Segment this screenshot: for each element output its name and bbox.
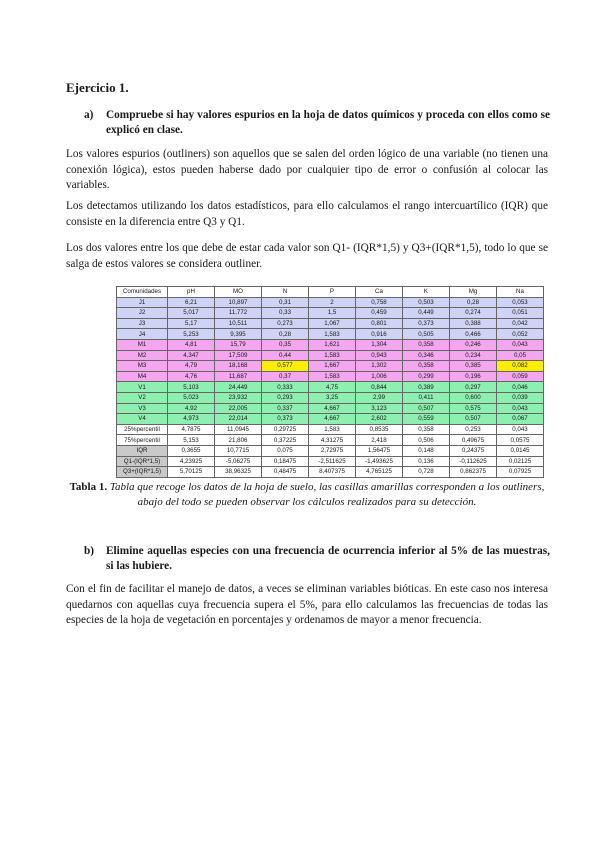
table-row: [117, 467, 544, 478]
table-cell: -1,493625: [356, 456, 403, 467]
table-cell: 24,449: [215, 382, 262, 393]
table-cell: 0,916: [356, 329, 403, 340]
table-cell: 4,92: [168, 403, 215, 414]
table-cell: 0,246: [450, 339, 497, 350]
table-row: [117, 414, 544, 425]
table-cell: 4,81: [168, 339, 215, 350]
table-cell: 0,844: [356, 382, 403, 393]
table-cell: 4,31275: [309, 435, 356, 446]
row-label-cell: J1: [117, 297, 168, 308]
table-cell: 1,56475: [356, 445, 403, 456]
table-row: [117, 424, 544, 435]
row-label-cell: V4: [117, 414, 168, 425]
row-label-cell: Q1-(IQR*1,5): [117, 456, 168, 467]
table-cell: 5,70125: [168, 467, 215, 478]
table-cell: 0,943: [356, 350, 403, 361]
table-cell: 1,302: [356, 361, 403, 372]
table-cell: 0,31: [262, 297, 309, 308]
table-cell: 11,772: [215, 308, 262, 319]
table-cell: 3,123: [356, 403, 403, 414]
table-cell: 0,274: [450, 308, 497, 319]
table-cell: 1,5: [309, 308, 356, 319]
table-cell: 0,067: [497, 414, 544, 425]
table-cell: 0,042: [497, 318, 544, 329]
table-cell: 0,043: [497, 339, 544, 350]
question-b-text: Elimine aquellas especies con una frecuencia de ocurrencia inferior al 5% de las muestras, si las hubiere.: [106, 545, 550, 572]
table-cell: 0,358: [403, 361, 450, 372]
table-cell: 0,3655: [168, 445, 215, 456]
caption-text: Tabla que recoge los datos de la hoja de suelo, las casillas amarillas corresponden a los outliners, abajo del todo se pueden observar los cálculos realizados para su detección.: [107, 481, 545, 508]
column-header: P: [309, 287, 356, 298]
table-cell: 10,897: [215, 297, 262, 308]
table-cell: 0,0575: [497, 435, 544, 446]
table-cell: 0,49675: [450, 435, 497, 446]
row-label-cell: V3: [117, 403, 168, 414]
table-cell: 0,758: [356, 297, 403, 308]
table-cell: 4,79: [168, 361, 215, 372]
table-cell: 0,0145: [497, 445, 544, 456]
table-cell: 0,28: [450, 297, 497, 308]
table-cell: 2,99: [356, 392, 403, 403]
table-cell: 6,21: [168, 297, 215, 308]
table-cell: 22,014: [215, 414, 262, 425]
table-cell: 4,667: [309, 403, 356, 414]
table-cell: 1,583: [309, 424, 356, 435]
table-row: [117, 339, 544, 350]
paragraph-bounds: Los dos valores entre los que debe de estar cada valor son Q1- (IQR*1,5) y Q3+(IQR*1,5), todo lo que se salga de estos valores se considera outliner.: [66, 242, 548, 270]
paragraph-iqr: Los detectamos utilizando los datos estadísticos, para ello calculamos el rango intercuartílico (IQR) que consiste en la diferencia entre Q3 y Q1.: [66, 200, 548, 228]
table-cell: 0,373: [403, 318, 450, 329]
table-cell: 0,02125: [497, 456, 544, 467]
table-cell: 0,503: [403, 297, 450, 308]
table-cell: 4,765125: [356, 467, 403, 478]
row-label-cell: V2: [117, 392, 168, 403]
table-cell: 0,253: [450, 424, 497, 435]
paragraph-frequency: Con el fin de facilitar el manejo de datos, a veces se eliminan variables bióticas. En este caso nos interesa quedarnos con aquellas cuya frecuencia supera el 5%, para ello calculamos las frecuencias de todas las especies de la hoja de vegetación en porcentajes y ordenamos de mayor a menor frecuencia.: [66, 583, 548, 626]
table-cell: 8,407375: [309, 467, 356, 478]
table-header-row: [117, 287, 544, 298]
table-row: [117, 318, 544, 329]
table-cell: 4,347: [168, 350, 215, 361]
row-label-cell: 75%percentil: [117, 435, 168, 446]
caption-label: Tabla 1.: [69, 481, 108, 493]
table-cell: 0,333: [262, 382, 309, 393]
table-row: [117, 329, 544, 340]
table-cell: 0,28: [262, 329, 309, 340]
table-cell: 0,559: [403, 414, 450, 425]
table-cell: 0,728: [403, 467, 450, 478]
column-header: Ca: [356, 287, 403, 298]
table-cell: 5,17: [168, 318, 215, 329]
column-header: Na: [497, 287, 544, 298]
table-cell: 0,600: [450, 392, 497, 403]
table-cell: 0,346: [403, 350, 450, 361]
table-row: [117, 297, 544, 308]
table-cell: 0,358: [403, 339, 450, 350]
outlier-cell: 0,577: [262, 361, 309, 372]
table-cell: 1,006: [356, 371, 403, 382]
table-cell: 0,385: [450, 361, 497, 372]
table-cell: 22,005: [215, 403, 262, 414]
table-cell: 0,052: [497, 329, 544, 340]
table-cell: 0,33: [262, 308, 309, 319]
row-label-cell: J4: [117, 329, 168, 340]
table-cell: 1,583: [309, 371, 356, 382]
question-b-label: b): [84, 545, 95, 557]
row-label-cell: IQR: [117, 445, 168, 456]
table-caption: [66, 480, 548, 510]
table-cell: 4,7875: [168, 424, 215, 435]
table-cell: 11,687: [215, 371, 262, 382]
table-cell: 3,25: [309, 392, 356, 403]
row-label-cell: 25%percentil: [117, 424, 168, 435]
table-cell: 0,449: [403, 308, 450, 319]
table-cell: 0,801: [356, 318, 403, 329]
table-cell: -2,511625: [309, 456, 356, 467]
table-cell: 0,358: [403, 424, 450, 435]
table-cell: 0,24375: [450, 445, 497, 456]
table-cell: 0,18475: [262, 456, 309, 467]
table-cell: 5,017: [168, 308, 215, 319]
table-cell: 0,148: [403, 445, 450, 456]
table-cell: 2,72975: [309, 445, 356, 456]
question-a-text: Compruebe si hay valores espurios en la hoja de datos químicos y proceda con ellos como se explicó en clase.: [106, 109, 550, 136]
table-cell: 0,075: [262, 445, 309, 456]
table-cell: -5,06275: [215, 456, 262, 467]
table-cell: 0,507: [403, 403, 450, 414]
table-row: [117, 382, 544, 393]
table-row: [117, 403, 544, 414]
table-cell: 11,0945: [215, 424, 262, 435]
table-cell: 0,136: [403, 456, 450, 467]
table-cell: 5,153: [168, 435, 215, 446]
row-label-cell: M4: [117, 371, 168, 382]
table-cell: 5,253: [168, 329, 215, 340]
table-cell: 15,79: [215, 339, 262, 350]
table-row: [117, 435, 544, 446]
table-body: [117, 297, 544, 477]
table-row: [117, 371, 544, 382]
column-header: Comunidades: [117, 287, 168, 298]
table-cell: 0,506: [403, 435, 450, 446]
table-cell: 0,388: [450, 318, 497, 329]
table-cell: 1,304: [356, 339, 403, 350]
table-cell: 1,667: [309, 361, 356, 372]
table-cell: 4,973: [168, 414, 215, 425]
table-cell: 0,862375: [450, 467, 497, 478]
table-cell: 17,509: [215, 350, 262, 361]
table-cell: 0,507: [450, 414, 497, 425]
table-cell: 0,373: [262, 414, 309, 425]
paragraph-outliners-definition: Los valores espurios (outliners) son aquellos que se salen del orden lógico de una variable (no tienen una conexión lógica), estos pueden haberse dado por cualquier tipo de error o confusión al colocar las variables.: [66, 148, 548, 191]
table-cell: 1,621: [309, 339, 356, 350]
table-cell: 0,234: [450, 350, 497, 361]
table-cell: 23,932: [215, 392, 262, 403]
table-cell: 0,043: [497, 424, 544, 435]
table-cell: 10,511: [215, 318, 262, 329]
table-cell: 18,168: [215, 361, 262, 372]
table-row: [117, 361, 544, 372]
table-cell: 1,067: [309, 318, 356, 329]
table-cell: 9,395: [215, 329, 262, 340]
table-row: [117, 392, 544, 403]
table-row: [117, 456, 544, 467]
table-cell: 0,29725: [262, 424, 309, 435]
table-row: [117, 445, 544, 456]
table-cell: 0,35: [262, 339, 309, 350]
table-cell: 2,418: [356, 435, 403, 446]
table-cell: 0,337: [262, 403, 309, 414]
table-cell: 0,37: [262, 371, 309, 382]
row-label-cell: J3: [117, 318, 168, 329]
table-row: [117, 350, 544, 361]
table-cell: -0,112625: [450, 456, 497, 467]
table-cell: 0,8535: [356, 424, 403, 435]
row-label-cell: M3: [117, 361, 168, 372]
table-cell: 0,37225: [262, 435, 309, 446]
question-a: [84, 108, 550, 138]
table-cell: 0,48475: [262, 467, 309, 478]
table-cell: 2: [309, 297, 356, 308]
table-cell: 0,297: [450, 382, 497, 393]
question-b: [84, 544, 550, 574]
table-cell: 0,05: [497, 350, 544, 361]
row-label-cell: M2: [117, 350, 168, 361]
table-cell: 0,039: [497, 392, 544, 403]
table-cell: 0,051: [497, 308, 544, 319]
column-header: Mg: [450, 287, 497, 298]
column-header: K: [403, 287, 450, 298]
table-cell: 0,273: [262, 318, 309, 329]
table-cell: 5,103: [168, 382, 215, 393]
table-cell: 0,059: [497, 371, 544, 382]
table-cell: 0,053: [497, 297, 544, 308]
table-cell: 2,602: [356, 414, 403, 425]
table-cell: 4,76: [168, 371, 215, 382]
table-cell: 1,583: [309, 350, 356, 361]
table-cell: 10,7715: [215, 445, 262, 456]
table-cell: 0,411: [403, 392, 450, 403]
table-cell: 4,75: [309, 382, 356, 393]
table-cell: 0,389: [403, 382, 450, 393]
row-label-cell: J2: [117, 308, 168, 319]
table-cell: 0,505: [403, 329, 450, 340]
table-cell: 4,667: [309, 414, 356, 425]
table-cell: 0,293: [262, 392, 309, 403]
table-cell: 0,046: [497, 382, 544, 393]
row-label-cell: Q3+(IQR*1,5): [117, 467, 168, 478]
row-label-cell: V1: [117, 382, 168, 393]
exercise-heading: Ejercicio 1.: [66, 80, 129, 95]
column-header: N: [262, 287, 309, 298]
table-cell: 38,96325: [215, 467, 262, 478]
table-cell: 0,07925: [497, 467, 544, 478]
question-a-label: a): [84, 109, 94, 121]
table-cell: 0,44: [262, 350, 309, 361]
table-row: [117, 308, 544, 319]
table-cell: 0,196: [450, 371, 497, 382]
table-cell: 4,23925: [168, 456, 215, 467]
table-cell: 0,299: [403, 371, 450, 382]
table-cell: 0,043: [497, 403, 544, 414]
row-label-cell: M1: [117, 339, 168, 350]
column-header: pH: [168, 287, 215, 298]
column-header: MO: [215, 287, 262, 298]
table-cell: 0,459: [356, 308, 403, 319]
soil-data-table-container: [116, 286, 544, 478]
table-cell: 1,583: [309, 329, 356, 340]
table-cell: 21,806: [215, 435, 262, 446]
soil-data-table: [116, 286, 544, 478]
outlier-cell: 0,082: [497, 361, 544, 372]
table-cell: 0,466: [450, 329, 497, 340]
table-cell: 0,575: [450, 403, 497, 414]
table-cell: 5,023: [168, 392, 215, 403]
